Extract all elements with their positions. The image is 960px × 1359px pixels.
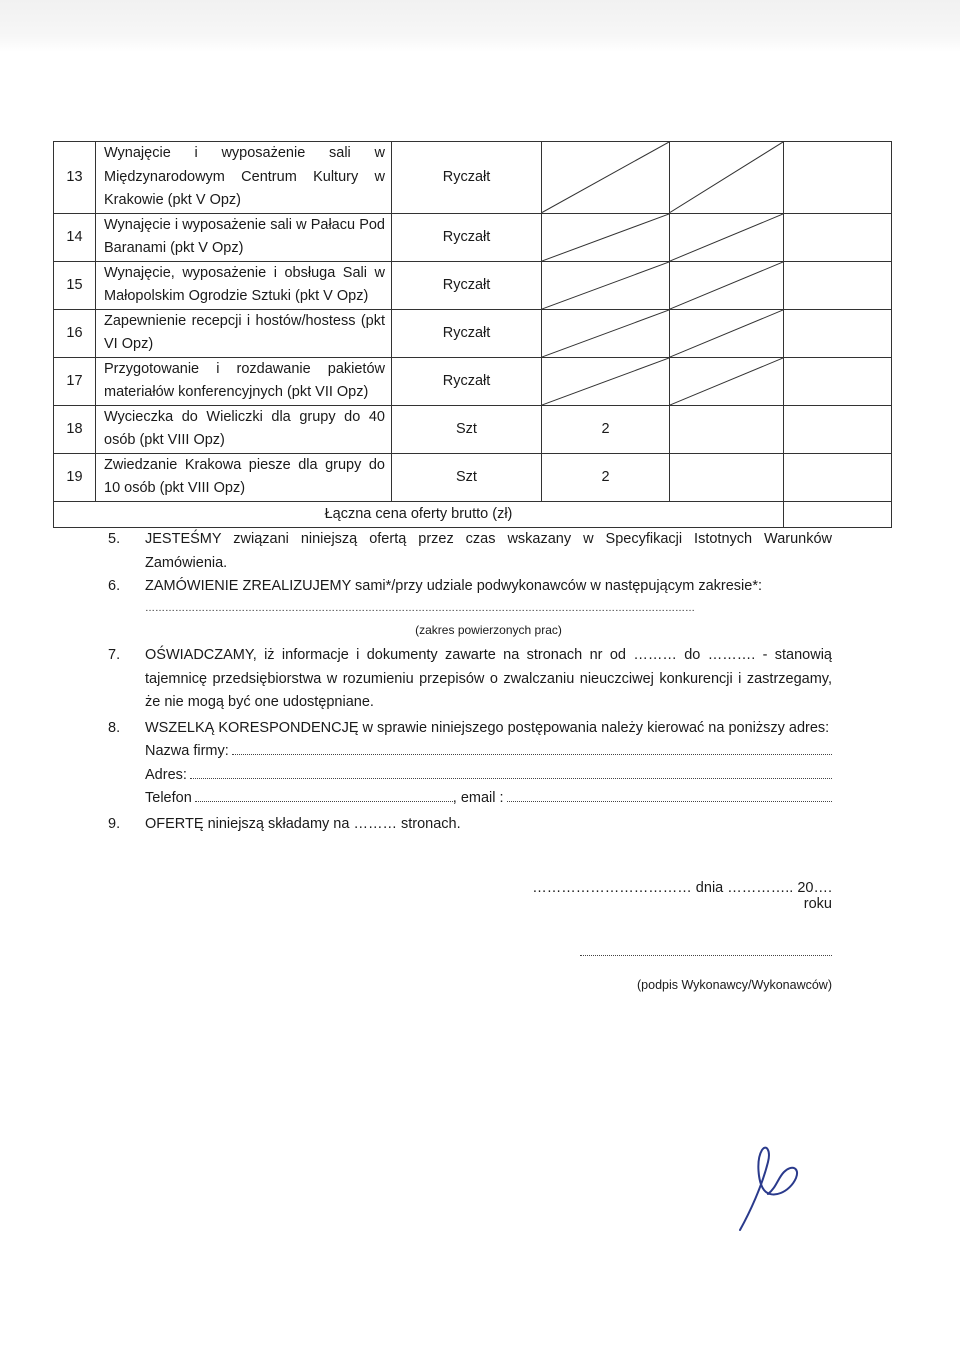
handwritten-initial [728,1142,808,1234]
empty-cell [784,357,892,405]
scope-note: (zakres powierzonych prac) [415,622,562,637]
row-number: 15 [54,261,96,309]
empty-cell [784,261,892,309]
table-row [54,453,892,501]
firm-name-blank [232,740,832,755]
table-row [54,405,892,453]
row-number: 18 [54,405,96,453]
phone-blank [195,787,453,802]
row-description: Wycieczka do Wieliczki dla grupy do 40 osób (pkt VIII Opz) [96,405,392,453]
row-unit: Szt [392,405,542,453]
item-6 [108,575,832,599]
subcontract-scope [108,601,832,617]
offer-table [53,141,892,528]
address-line [145,764,832,788]
item-number: 8. [108,719,121,736]
row-unit: Ryczałt [392,309,542,357]
row-number: 17 [54,357,96,405]
crossed-cell [670,261,784,309]
table-row [54,357,892,405]
item-number: 6. [108,578,121,594]
table-row [54,142,892,214]
crossed-cell [670,213,784,261]
place-date-line: …………………………… dnia ………….. 20…. roku [532,880,832,912]
item-9 [108,813,832,837]
item-text: ZAMÓWIENIE ZREALIZUJEMY sami*/przy udziale podwykonawców w następującym zakresie*: [145,578,762,594]
phone-email-line [145,787,832,811]
item-number: 9. [108,815,121,832]
row-number: 14 [54,213,96,261]
address-label: Adres: [145,766,187,783]
row-unit: Ryczałt [392,142,542,214]
row-description: Zapewnienie recepcji i hostów/hostess (pkt VI Opz) [96,309,392,357]
row-number: 13 [54,142,96,214]
empty-cell [784,453,892,501]
row-number: 16 [54,309,96,357]
phone-label: Telefon [145,790,192,806]
crossed-cell [670,357,784,405]
item-text: OŚWIADCZAMY, iż informacje i dokumenty zawarte na stronach nr od ……… do ………. - stanowią tajemnicę przedsiębiorstwa w rozumieniu przepisów o zwalczaniu nieuczciwej konkurencji i zastrzegamy, że nie mogą być one udostępniane. [145,647,832,710]
signature-dotted-line [580,955,832,956]
item-text: WSZELKĄ KORESPONDENCJĘ w sprawie niniejszego postępowania należy kierować na poniższy adres: [145,719,830,736]
item-8 [108,717,832,741]
crossed-cell [542,261,670,309]
crossed-cell [670,142,784,214]
row-description: Zwiedzanie Krakowa piesze dla grupy do 10 osób (pkt VIII Opz) [96,453,392,501]
row-quantity: 2 [542,405,670,453]
crossed-cell [670,309,784,357]
scan-top-shadow [0,0,960,52]
scope-dotted-line: ………………………………………………………………………………………………………………………………………………… [145,602,695,614]
row-unit: Ryczałt [392,213,542,261]
empty-cell [784,213,892,261]
total-label: Łączna cena oferty brutto (zł) [54,501,784,527]
table-row [54,213,892,261]
item-number: 5. [108,531,121,547]
row-unit: Szt [392,453,542,501]
firm-name-label: Nazwa firmy: [145,743,229,759]
empty-cell [784,405,892,453]
signature-label: (podpis Wykonawcy/Wykonawców) [637,978,832,992]
item-5 [108,528,832,575]
table-total-row [54,501,892,527]
firm-name-line [145,740,832,764]
item-text: OFERTĘ niniejszą składamy na ……… stronach. [145,815,461,832]
row-description: Wynajęcie, wyposażenie i obsługa Sali w Małopolskim Ogrodzie Sztuki (pkt V Opz) [96,261,392,309]
empty-cell [784,309,892,357]
row-description: Wynajęcie i wyposażenie sali w Międzynarodowym Centrum Kultury w Krakowie (pkt V Opz) [96,142,392,214]
crossed-cell [542,213,670,261]
item-text: JESTEŚMY związani niniejszą ofertą przez czas wskazany w Specyfikacji Istotnych Warunków Zamówienia. [145,531,832,571]
row-description: Wynajęcie i wyposażenie sali w Pałacu Pod Baranami (pkt V Opz) [96,213,392,261]
email-blank [507,787,832,802]
table-row [54,309,892,357]
empty-cell [670,453,784,501]
crossed-cell [542,357,670,405]
table-row [54,261,892,309]
row-number: 19 [54,453,96,501]
email-label: , email : [452,790,504,806]
empty-cell [784,142,892,214]
crossed-cell [542,309,670,357]
row-description: Przygotowanie i rozdawanie pakietów materiałów konferencyjnych (pkt VII Opz) [96,357,392,405]
item-number: 7. [108,647,121,663]
empty-cell [670,405,784,453]
address-blank [190,764,832,779]
row-unit: Ryczałt [392,357,542,405]
total-value-cell [784,501,892,527]
row-unit: Ryczałt [392,261,542,309]
crossed-cell [542,142,670,214]
item-7 [108,644,832,715]
declarations [108,528,832,836]
row-quantity: 2 [542,453,670,501]
